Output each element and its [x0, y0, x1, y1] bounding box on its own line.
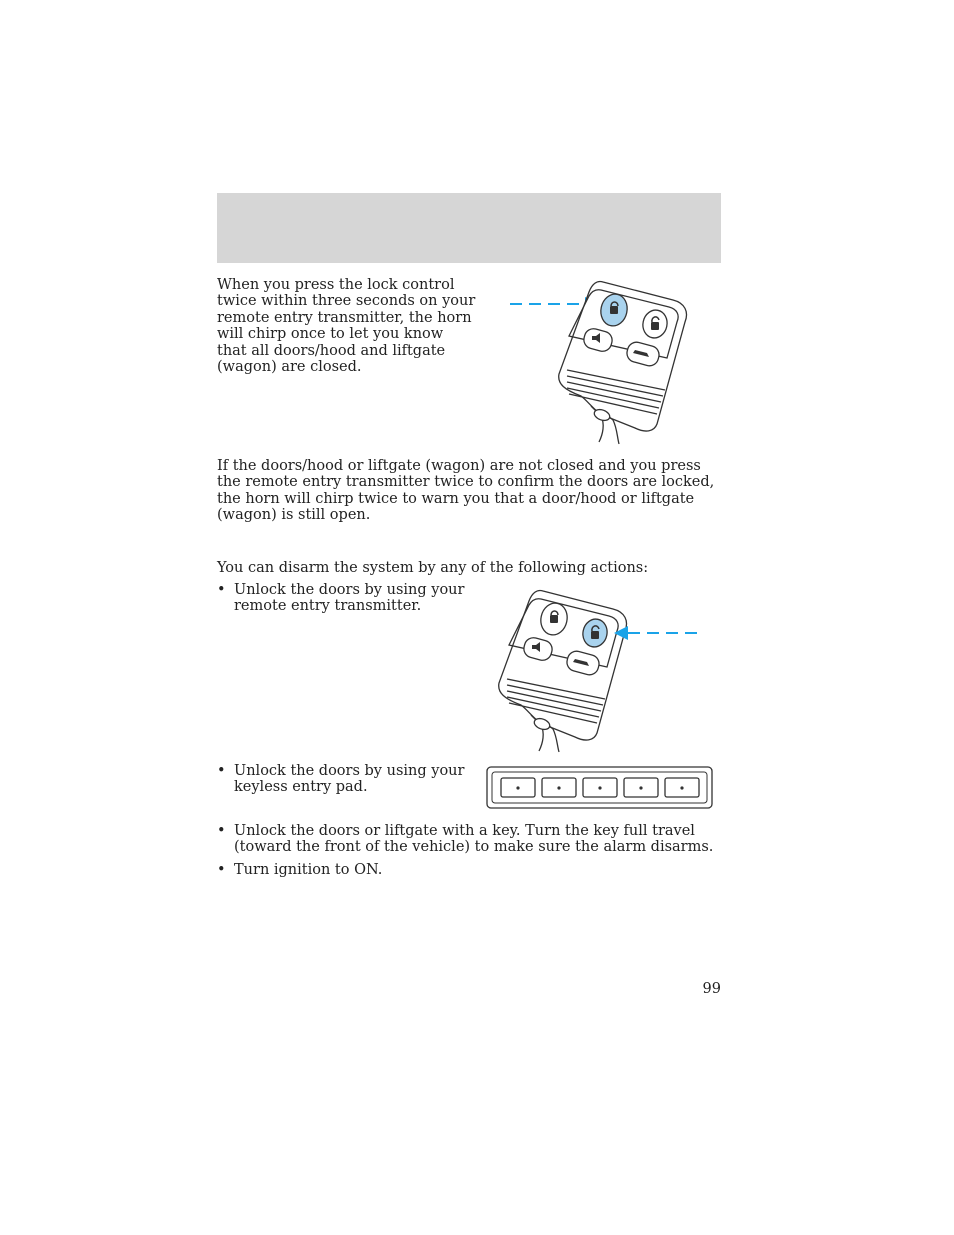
keyless-entry-keypad-figure [486, 766, 714, 810]
remote-transmitter-lock-figure [505, 278, 695, 446]
remote-transmitter-unlock-figure [490, 585, 710, 753]
header-band [217, 193, 721, 263]
bullet-icon: • [217, 862, 226, 878]
bullet-text: Turn ignition to ON. [234, 862, 383, 878]
paragraph-not-closed: If the doors/hood or liftgate (wagon) are not closed and you press the remote entry transmitter twice to confirm the doors are locked, the horn will chirp twice to warn you that a door/hood or liftgate (wagon) is still open. [217, 458, 715, 524]
bullet-icon: • [217, 582, 226, 598]
bullet-text: Unlock the doors by using your remote entry transmitter. [234, 582, 465, 615]
paragraph-lock-confirm: When you press the lock control twice within three seconds on your remote entry transmitter, the horn will chirp once to let you know that all doors/hood and liftgate (wagon) are closed. [217, 277, 476, 376]
bullet-icon: • [217, 823, 226, 839]
paragraph-disarm-intro: You can disarm the system by any of the following actions: [217, 560, 649, 576]
bullet-text: Unlock the doors or liftgate with a key. Turn the key full travel (toward the front of the vehicle) to make sure the alarm disarms. [234, 823, 714, 856]
bullet-icon: • [217, 763, 226, 779]
bullet-text: Unlock the doors by using your keyless entry pad. [234, 763, 465, 796]
page-number: 99 [702, 981, 721, 997]
